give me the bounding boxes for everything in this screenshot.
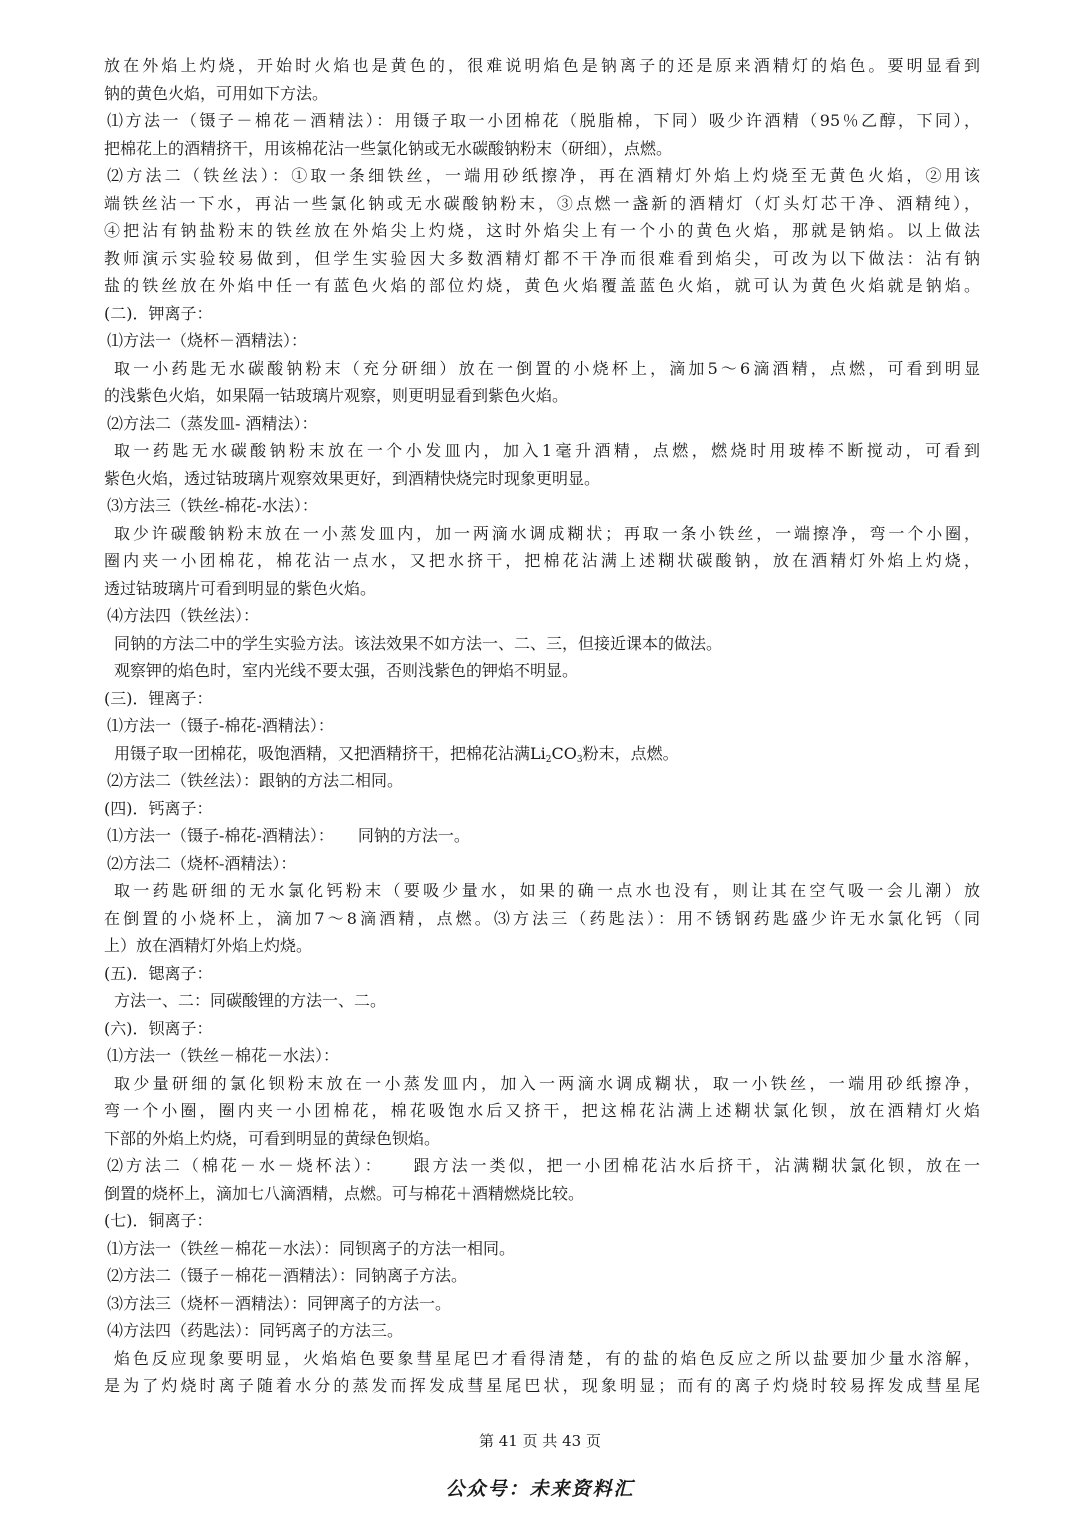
text-line: 放在外焰上灼烧，开始时火焰也是黄色的，很难说明焰色是钠离子的还是原来酒精灯的焰色。要明显看到 bbox=[104, 56, 980, 75]
text-segment: 用镊子取一团棉花，吸饱酒精，又把酒精挤干，把棉花沾满 bbox=[114, 743, 531, 763]
document-body bbox=[104, 52, 980, 1400]
method-heading: ⑵方法二（蒸发皿- 酒精法）： bbox=[107, 413, 318, 433]
text-line: 把棉花上的酒精挤干，用该棉花沾一些氯化钠或无水碳酸钠粉末（研细），点燃。 bbox=[104, 138, 673, 158]
text-line: 同钠的方法二中的学生实验方法。该法效果不如方法一、二、三，但接近课本的做法。 bbox=[114, 633, 723, 653]
section-heading: (三)．锂离子： bbox=[104, 688, 213, 708]
text-line bbox=[104, 740, 980, 768]
text-line: 端铁丝沾一下水，再沾一些氯化钠或无水碳酸钠粉末，③点燃一盏新的酒精灯（灯头灯芯干净、酒精纯）， bbox=[104, 193, 980, 213]
text-line: ⑵方法二（铁丝法）：跟钠的方法二相同。 bbox=[107, 771, 404, 790]
text-segment: 粉末，点燃。 bbox=[582, 743, 679, 763]
text-line: 钠的黄色火焰，可用如下方法。 bbox=[104, 83, 329, 103]
method-heading: ⑷方法四（铁丝法）： bbox=[107, 606, 260, 625]
text-line: 下部的外焰上灼烧，可看到明显的黄绿色钡焰。 bbox=[104, 1128, 441, 1148]
brand-footer: 公众号：未来资料汇 bbox=[445, 1478, 635, 1500]
page-number: 第 41 页 共 43 页 bbox=[478, 1432, 601, 1450]
method-heading: ⑴方法一（烧杯－酒精法）： bbox=[107, 331, 308, 350]
text-line: 取少量研细的氯化钡粉末放在一小蒸发皿内，加入一两滴水调成糊状，取一小铁丝，一端用砂纸擦净， bbox=[114, 1073, 980, 1093]
text-line: 弯一个小圈，圈内夹一小团棉花，棉花吸饱水后又挤干，把这棉花沾满上述糊状氯化钡，放在酒精灯火焰 bbox=[104, 1101, 980, 1120]
section-heading: (五)．锶离子： bbox=[104, 963, 213, 983]
section-heading: (七)．铜离子： bbox=[104, 1211, 213, 1230]
text-line: 透过钴玻璃片可看到明显的紫色火焰。 bbox=[104, 578, 377, 598]
method-heading: ⑴方法一（铁丝－棉花－水法）：同钡离子的方法一相同。 bbox=[107, 1238, 516, 1258]
text-line: 取一小药匙无水碳酸钠粉末（充分研细）放在一倒置的小烧杯上，滴加5～6滴酒精，点燃，可看到明显 bbox=[114, 358, 980, 378]
method-heading: ⑶方法三（铁丝-棉花-水法）： bbox=[107, 496, 318, 515]
section-heading: (二)．钾离子： bbox=[104, 303, 213, 323]
method-heading: ⑷方法四（药匙法）：同钙离子的方法三。 bbox=[107, 1321, 404, 1340]
section-heading: (六)．钡离子： bbox=[104, 1018, 213, 1038]
text-line: 取少许碳酸钠粉末放在一小蒸发皿内，加一两滴水调成糊状；再取一条小铁丝，一端擦净，弯一个小圈， bbox=[114, 523, 980, 543]
text-line: 观察钾的焰色时，室内光线不要太强，否则浅紫色的钾焰不明显。 bbox=[114, 661, 579, 680]
method-heading: ⑴方法一（铁丝－棉花－水法）： bbox=[107, 1046, 340, 1065]
method-heading: ⑴方法一（镊子-棉花-酒精法）： 同钠的方法一。 bbox=[107, 826, 470, 845]
text-line: 紫色火焰，透过钴玻璃片观察效果更好，到酒精快烧完时现象更明显。 bbox=[104, 468, 601, 488]
text-line: 倒置的烧杯上，滴加七八滴酒精，点燃。可与棉花＋酒精燃烧比较。 bbox=[104, 1183, 585, 1203]
text-line: ⑵方法二（铁丝法）：①取一条细铁丝，一端用砂纸擦净，再在酒精灯外焰上灼烧至无黄色火焰，②用该 bbox=[107, 166, 980, 185]
text-line: 上）放在酒精灯外焰上灼烧。 bbox=[104, 936, 313, 955]
method-heading: ⑶方法三（烧杯－酒精法）：同钾离子的方法一。 bbox=[107, 1293, 452, 1313]
text-line: 教师演示实验较易做到，但学生实验因大多数酒精灯都不干净而很难看到焰尖，可改为以下做法：沾有钠 bbox=[104, 248, 980, 268]
text-line: ④把沾有钠盐粉末的铁丝放在外焰尖上灼烧，这时外焰尖上有一个小的黄色火焰，那就是钠焰。以上做法 bbox=[104, 221, 980, 240]
chemical-formula: $Li_2CO_3$ bbox=[530, 743, 583, 765]
method-heading: ⑵方法二（镊子－棉花－酒精法）：同钠离子方法。 bbox=[107, 1266, 468, 1285]
text-line: 圈内夹一小团棉花，棉花沾一点水，又把水挤干，把棉花沾满上述糊状碳酸钠，放在酒精灯外焰上灼烧， bbox=[104, 551, 980, 570]
text-line: 取一药匙研细的无水氯化钙粉末（要吸少量水，如果的确一点水也没有，则让其在空气吸一会儿潮）放 bbox=[114, 881, 980, 900]
text-line: 取一药匙无水碳酸钠粉末放在一个小发皿内，加入1毫升酒精，点燃，燃烧时用玻棒不断搅动，可看到 bbox=[114, 441, 980, 460]
text-line: 焰色反应现象要明显，火焰焰色要象彗星尾巴才看得清楚，有的盐的焰色反应之所以盐要加少量水溶解， bbox=[114, 1348, 980, 1368]
text-line: ⑴方法一（镊子－棉花－酒精法）：用镊子取一小团棉花（脱脂棉，下同）吸少许酒精（95％乙醇，下同）， bbox=[107, 111, 980, 130]
method-heading: ⑵方法二（烧杯-酒精法）： bbox=[107, 853, 297, 873]
text-line: 在倒置的小烧杯上，滴加7～8滴酒精，点燃。⑶方法三（药匙法）：用不锈钢药匙盛少许无水氯化钙（同 bbox=[104, 908, 980, 928]
section-heading: (四)．钙离子： bbox=[104, 798, 213, 818]
text-line: 方法一、二：同碳酸锂的方法一、二。 bbox=[114, 991, 387, 1010]
text-line: 是为了灼烧时离子随着水分的蒸发而挥发成彗星尾巴状，现象明显；而有的离子灼烧时较易挥发成彗星尾 bbox=[104, 1376, 980, 1395]
method-heading: ⑴方法一（镊子-棉花-酒精法）： bbox=[107, 716, 334, 735]
text-line: 的浅紫色火焰，如果隔一钴玻璃片观察，则更明显看到紫色火焰。 bbox=[104, 386, 569, 405]
text-line: ⑵方法二（棉花－水－烧杯法）： 跟方法一类似，把一小团棉花沾水后挤干，沾满糊状氯化钡，放在一 bbox=[107, 1156, 980, 1175]
text-line: 盐的铁丝放在外焰中任一有蓝色火焰的部位灼烧，黄色火焰覆盖蓝色火焰，就可认为黄色火焰就是钠焰。 bbox=[104, 276, 980, 295]
